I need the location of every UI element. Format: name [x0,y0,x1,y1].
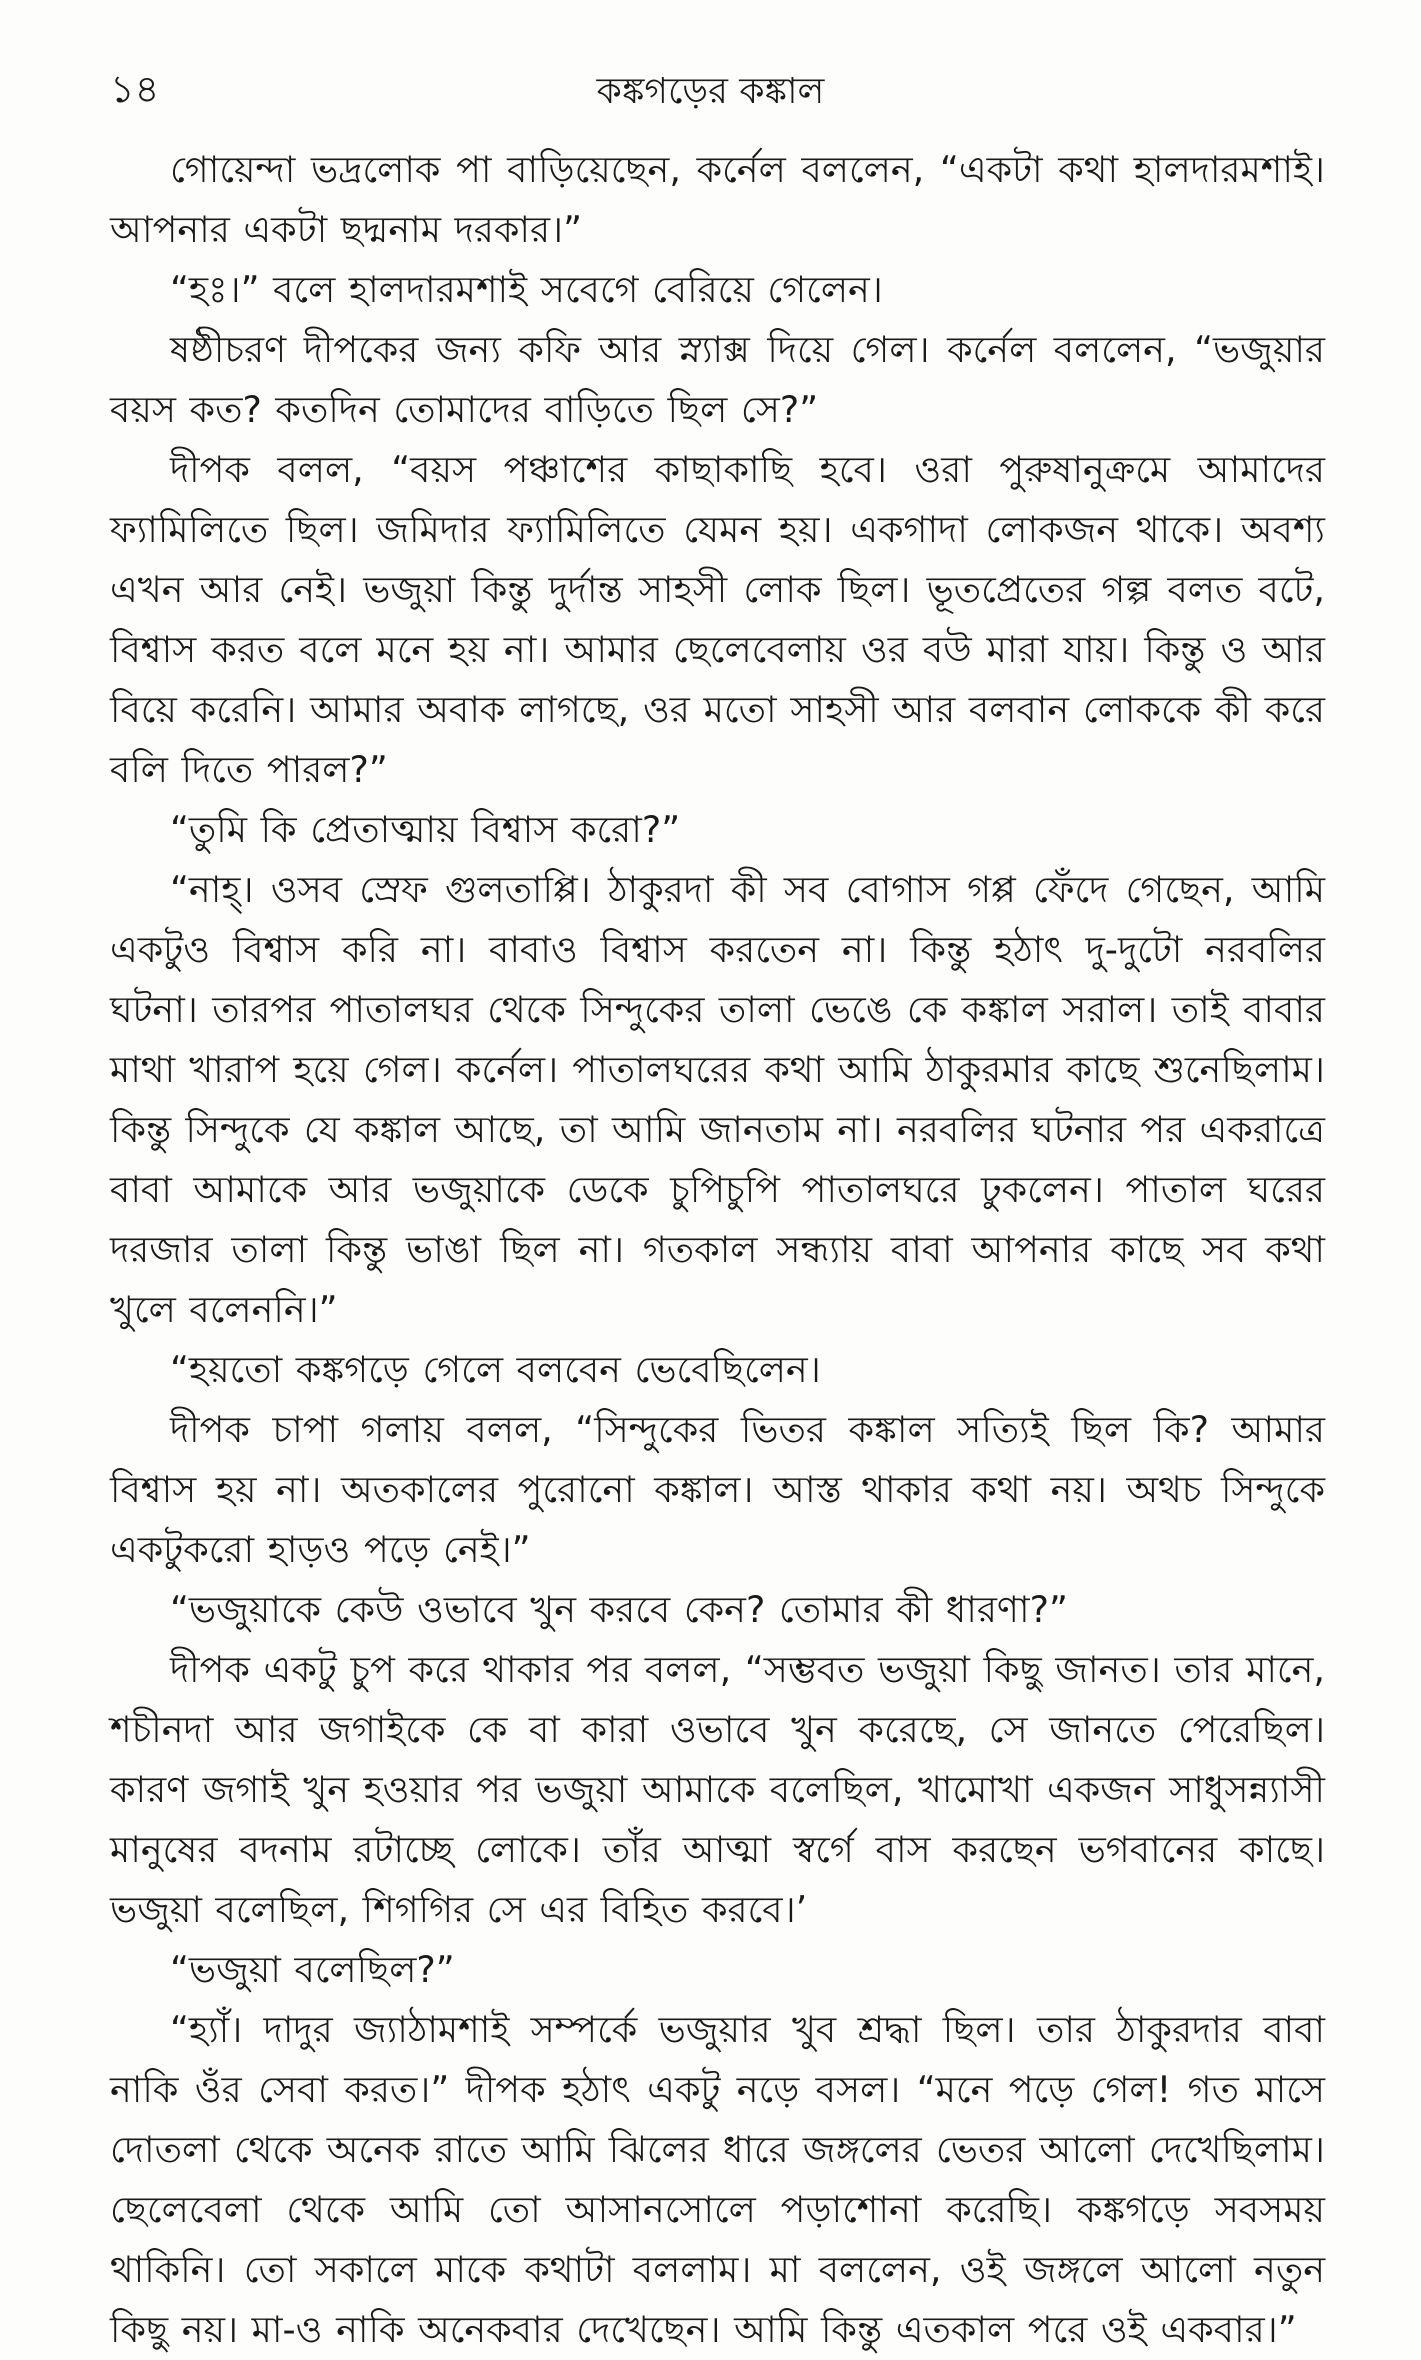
paragraph: “তুমি কি প্রেতাত্মায় বিশ্বাস করো?” [170,808,681,851]
paragraph: “ভজুয়াকে কেউ ওভাবে খুন করবে কেন? তোমার কী ধারণা?” [170,1588,1068,1631]
paragraph: দীপক চাপা গলায় বলল, “সিন্দুকের ভিতর কঙ্কাল সত্যিই ছিল কি? আমার বিশ্বাস হয় না। অতকালের পুরোনো কঙ্কাল। আস্ত থাকার কথা নয়। অথচ সিন্দুকে একটুকরো হাড়ও পড়ে নেই।” [110,1408,1325,1571]
paragraph: গোয়েন্দা ভদ্রলোক পা বাড়িয়েছেন, কর্নেল বললেন, “একটা কথা হালদারমশাই। আপনার একটা ছদ্মনাম দরকার।” [110,148,1325,251]
paragraph: “ভজুয়া বলেছিল?” [170,1948,455,1991]
paragraph: দীপক একটু চুপ করে থাকার পর বলল, “সম্ভবত ভজুয়া কিছু জানত। তার মানে, শচীনদা আর জগাইকে কে বা কারা ওভাবে খুন করেছে, সে জানতে পেরেছিল। কারণ জগাই খুন হওয়ার পর ভজুয়া আমাকে বলেছিল, খামোখা একজন সাধুসন্ন্যাসী মানুষের বদনাম রটাচ্ছে লোকে। তাঁর আত্মা স্বর্গে বাস করছেন ভগবানের কাছে। ভজুয়া বলেছিল, শিগগির সে এর বিহিত করবে।’ [110,1648,1325,1931]
paragraph: “হ্যাঁ। দাদুর জ্যাঠামশাই সম্পর্কে ভজুয়ার খুব শ্রদ্ধা ছিল। তার ঠাকুরদার বাবা নাকি ওঁর সেবা করত।” দীপক হঠাৎ একটু নড়ে বসল। “মনে পড়ে গেল! গত মাসে দোতলা থেকে অনেক রাতে আমি ঝিলের ধারে জঙ্গলের ভেতর আলো দেখেছিলাম। ছেলেবেলা থেকে আমি তো আসানসোলে পড়াশোনা করেছি। কঙ্কগড়ে সবসময় থাকিনি। তো সকালে মাকে কথাটা বললাম। মা বললেন, ওই জঙ্গলে আলো নতুন কিছু নয়। মা-ও নাকি অনেকবার দেখেছেন। আমি কিন্তু এতকাল পরে ওই একবার।” [110,2008,1325,2351]
paragraph: “নাহ্। ওসব স্রেফ গুলতাপ্পি। ঠাকুরদা কী সব বোগাস গপ্প ফেঁদে গেছেন, আমি একটুও বিশ্বাস করি না। বাবাও বিশ্বাস করতেন না। কিন্তু হঠাৎ দু-দুটো নরবলির ঘটনা। তারপর পাতালঘর থেকে সিন্দুকের তালা ভেঙে কে কঙ্কাল সরাল। তাই বাবার মাথা খারাপ হয়ে গেল। কর্নেল। পাতালঘরের কথা আমি ঠাকুরমার কাছে শুনেছিলাম। কিন্তু সিন্দুকে যে কঙ্কাল আছে, তা আমি জানতাম না। নরবলির ঘটনার পর একরাত্রে বাবা আমাকে আর ভজুয়াকে ডেকে চুপিচুপি পাতালঘরে ঢুকলেন। পাতাল ঘরের দরজার তালা কিন্তু ভাঙা ছিল না। গতকাল সন্ধ্যায় বাবা আপনার কাছে সব কথা খুলে বলেননি।” [110,868,1325,1331]
running-title: কঙ্কগড়ের কঙ্কাল [596,71,825,112]
paragraph: ষষ্ঠীচরণ দীপকের জন্য কফি আর স্ন্যাক্স দিয়ে গেল। কর্নেল বললেন, “ভজুয়ার বয়স কত? কতদিন তোমাদের বাড়িতে ছিল সে?” [110,328,1325,431]
paragraph: “হয়তো কঙ্কগড়ে গেলে বলবেন ভেবেছিলেন। [170,1348,821,1391]
page-number: ১৪ [110,67,160,111]
body-text [110,140,1325,2360]
page-header [110,60,1311,120]
paragraph: “হঃ।” বলে হালদারমশাই সবেগে বেরিয়ে গেলেন। [170,268,883,311]
paragraph: দীপক বলল, “বয়স পঞ্চাশের কাছাকাছি হবে। ওরা পুরুষানুক্রমে আমাদের ফ্যামিলিতে ছিল। জমিদার ফ্যামিলিতে যেমন হয়। একগাদা লোকজন থাকে। অবশ্য এখন আর নেই। ভজুয়া কিন্তু দুর্দান্ত সাহসী লোক ছিল। ভূতপ্রেতের গল্প বলত বটে, বিশ্বাস করত বলে মনে হয় না। আমার ছেলেবেলায় ওর বউ মারা যায়। কিন্তু ও আর বিয়ে করেনি। আমার অবাক লাগছে, ওর মতো সাহসী আর বলবান লোককে কী করে বলি দিতে পারল?” [110,448,1325,791]
